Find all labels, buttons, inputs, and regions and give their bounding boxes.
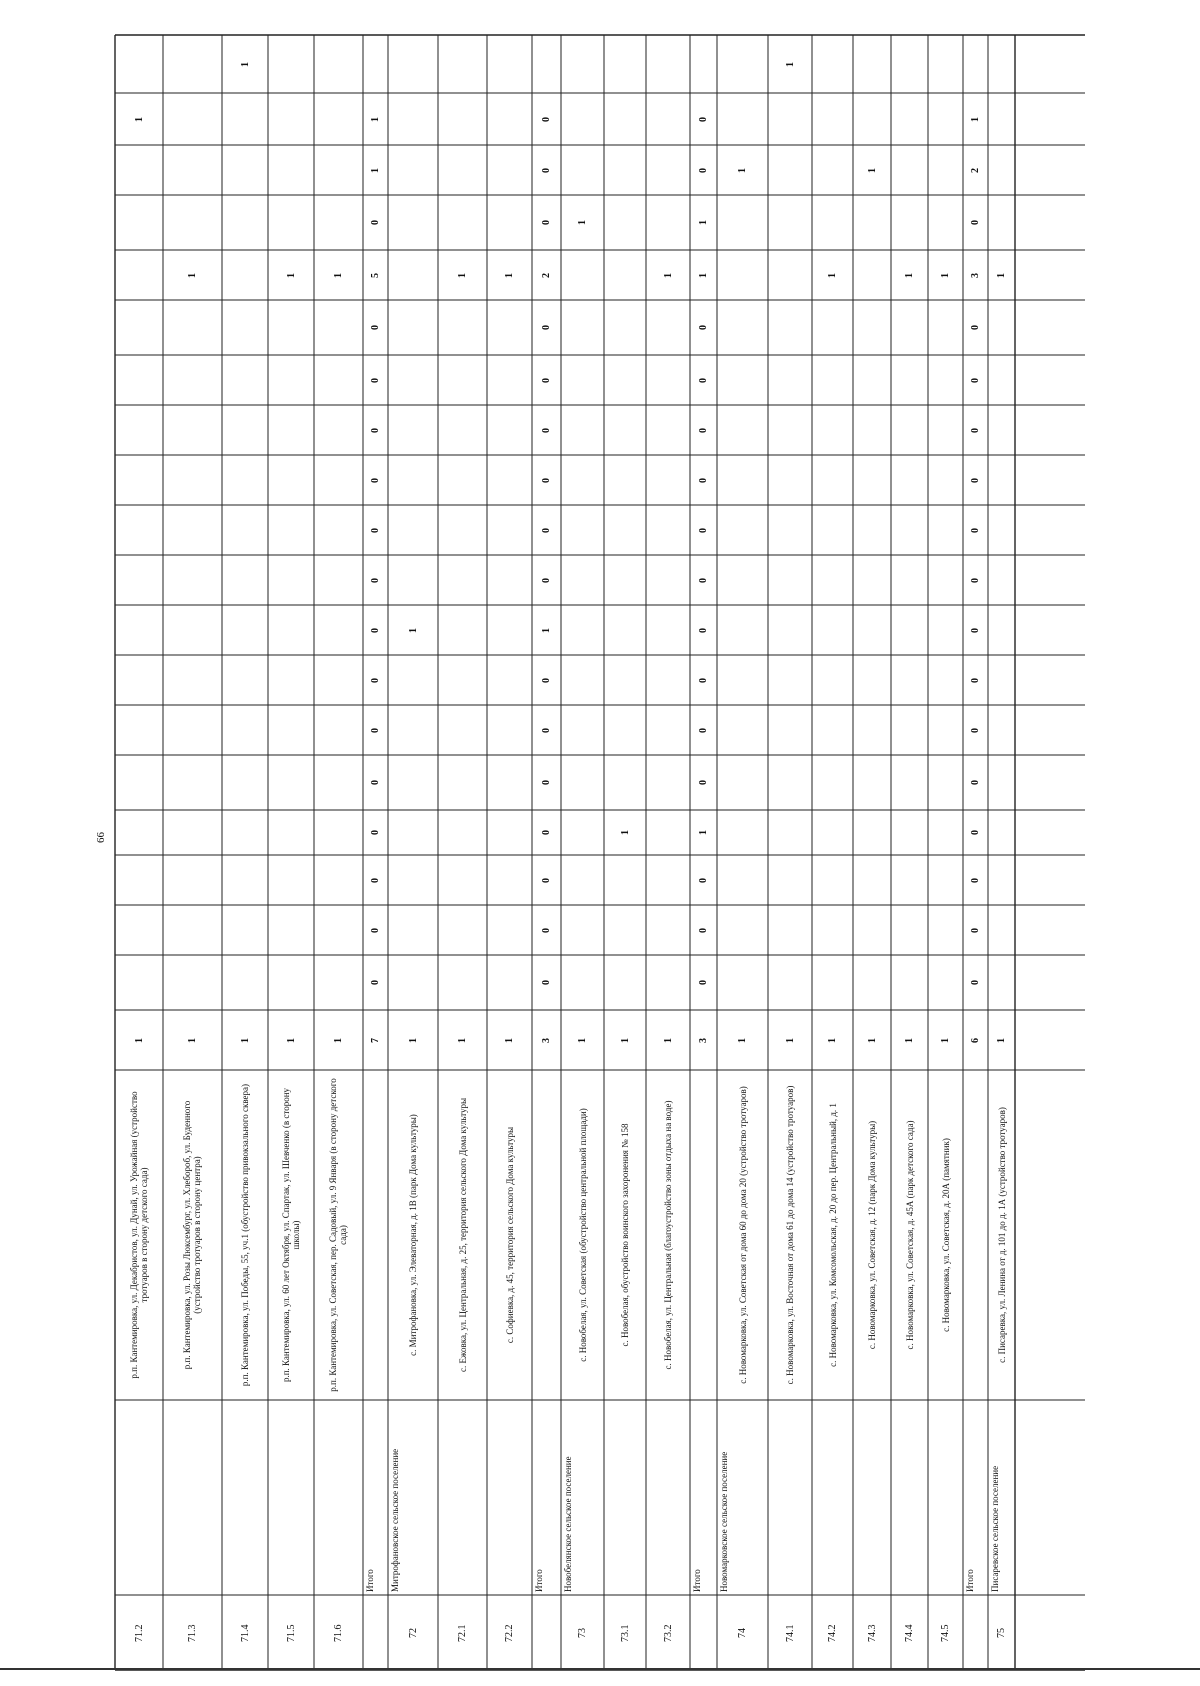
value-cell: 0: [541, 527, 552, 533]
value-cell: 1: [187, 272, 198, 278]
object-count: 1: [940, 1037, 951, 1043]
value-cell: 1: [784, 61, 796, 67]
value-cell: 0: [970, 527, 981, 533]
object-count: 1: [285, 1037, 297, 1043]
value-cell: 0: [541, 980, 552, 985]
value-cell: 1: [285, 272, 297, 278]
value-cell: 0: [970, 780, 981, 785]
value-cell: 0: [698, 325, 709, 330]
value-cell: 0: [698, 677, 709, 683]
total-label: Итого: [365, 1569, 375, 1592]
address-cell: с. Новомарковка, ул. Восточная от дома 61 до дома 14 (устройство тротуаров): [785, 1085, 795, 1385]
value-cell: 1: [370, 167, 381, 173]
value-cell: 0: [970, 727, 981, 733]
value-cell: 0: [698, 427, 709, 433]
value-cell: 0: [370, 527, 381, 533]
value-cell: 0: [541, 427, 552, 433]
object-count: 3: [541, 1037, 552, 1043]
value-cell: 1: [827, 272, 838, 278]
address-cell: с. Новомарковка, ул. Советская, д. 20А (памятник): [940, 1138, 951, 1332]
value-cell: 0: [370, 577, 381, 583]
row-code: 71.3: [187, 1624, 198, 1642]
value-cell: 0: [370, 830, 381, 835]
value-cell: 0: [970, 927, 981, 933]
value-cell: 0: [541, 877, 552, 883]
row-code: 74.3: [866, 1624, 878, 1642]
value-cell: 0: [970, 677, 981, 683]
value-cell: 0: [370, 677, 381, 683]
settlement-name: Митрофановское сельское поселение: [390, 1448, 400, 1592]
value-cell: 0: [541, 377, 552, 383]
row-code: 74.1: [784, 1624, 796, 1642]
value-cell: 1: [370, 116, 381, 122]
object-count: 1: [504, 1037, 515, 1043]
settlement-name: Писаревское сельское поселение: [990, 1465, 1000, 1592]
value-cell: 0: [698, 527, 709, 533]
value-cell: 1: [866, 167, 878, 173]
address-cell: с. Новобелая, ул. Центральная (благоустройство зоны отдыха на воде): [663, 1100, 673, 1370]
value-cell: 0: [698, 877, 709, 883]
object-count: 1: [577, 1037, 588, 1043]
address-cell: с. Новомарковка, ул. Комсомольская, д. 20 до пер. Центральный, д. 1: [827, 1103, 838, 1367]
value-cell: 1: [541, 627, 552, 633]
row-code: 71.6: [333, 1624, 344, 1642]
value-cell: 0: [970, 427, 981, 433]
value-cell: 3: [970, 272, 981, 278]
value-cell: 1: [698, 830, 709, 835]
row-code: 72.1: [457, 1624, 468, 1642]
value-cell: 0: [370, 877, 381, 883]
value-cell: 0: [370, 780, 381, 785]
value-cell: 0: [698, 377, 709, 383]
address-cell: р.п. Кантемировка, ул. Победы, 55, уч.1 (обустройство привокзального сквера): [240, 1083, 250, 1387]
page-number: 66: [95, 832, 107, 843]
value-cell: 1: [133, 116, 145, 122]
object-count: 7: [370, 1037, 381, 1043]
value-cell: 0: [541, 477, 552, 483]
row-code: 74.5: [940, 1624, 951, 1642]
value-cell: 1: [239, 61, 251, 67]
value-cell: 0: [970, 325, 981, 330]
value-cell: 0: [698, 780, 709, 785]
value-cell: 0: [698, 577, 709, 583]
value-cell: 0: [541, 577, 552, 583]
object-count: 1: [737, 1037, 748, 1043]
value-cell: 1: [904, 272, 915, 278]
value-cell: 1: [504, 272, 515, 278]
value-cell: 1: [407, 627, 419, 633]
value-cell: 0: [541, 677, 552, 683]
value-cell: 0: [541, 727, 552, 733]
value-cell: 1: [662, 272, 674, 278]
value-cell: 0: [970, 220, 981, 225]
value-cell: 1: [577, 220, 588, 225]
object-count: 1: [662, 1037, 674, 1043]
row-code: 74.4: [904, 1624, 915, 1642]
value-cell: 0: [370, 627, 381, 633]
value-cell: 0: [541, 116, 552, 122]
address-cell: с. Новомарковка, ул. Советская, д. 45А (парк детского сада): [904, 1120, 915, 1350]
value-cell: 0: [698, 116, 709, 122]
value-cell: 0: [370, 325, 381, 330]
value-cell: 0: [970, 627, 981, 633]
value-cell: 0: [370, 427, 381, 433]
total-label: Итого: [965, 1569, 975, 1592]
settlement-name: Новобелянское сельское поселение: [563, 1456, 573, 1592]
row-code: 75: [996, 1627, 1007, 1638]
value-cell: 0: [370, 727, 381, 733]
object-count: 1: [996, 1037, 1007, 1043]
value-cell: 0: [970, 477, 981, 483]
value-cell: 1: [333, 272, 344, 278]
address-cell: с. Новобелая, ул. Советская (обустройство центральной площади): [577, 1108, 588, 1362]
address-cell: с. Митрофановка, ул. Элеваторная, д. 1В (парк Дома культуры): [408, 1114, 418, 1356]
object-count: 1: [827, 1037, 838, 1043]
address-cell: р.п. Кантемировка, ул. Розы Люксембург, ул. Хлебороб, ул. Буденного (устройство тротуаров в сторону центра): [182, 1100, 203, 1370]
value-cell: 0: [541, 325, 552, 330]
object-count: 1: [133, 1037, 145, 1043]
address-cell: р.п. Кантемировка, ул. 60 лет Октября, ул. Спартак, ул. Шевченко (в сторону школы): [280, 1087, 301, 1383]
value-cell: 0: [370, 927, 381, 933]
value-cell: 1: [698, 220, 709, 225]
object-count: 1: [187, 1037, 198, 1043]
value-cell: 5: [370, 272, 381, 278]
value-cell: 0: [698, 627, 709, 633]
value-cell: 0: [370, 377, 381, 383]
value-cell: 0: [698, 477, 709, 483]
object-count: 1: [457, 1037, 468, 1043]
value-cell: 2: [541, 272, 552, 278]
total-label: Итого: [692, 1569, 702, 1592]
value-cell: 1: [970, 116, 981, 122]
address-cell: с. Писаревка, ул. Ленина от д. 101 до д. 1А (устройство тротуаров): [996, 1107, 1007, 1363]
value-cell: 0: [541, 167, 552, 173]
value-cell: 0: [541, 830, 552, 835]
object-count: 1: [619, 1037, 631, 1043]
settlement-name: Новомарковское сельское поселение: [719, 1451, 729, 1592]
bottom-rule: [0, 1668, 1200, 1670]
object-count: 6: [970, 1037, 981, 1043]
object-count: 1: [904, 1037, 915, 1043]
address-cell: с. Новобелая, обустройство воинского захоронения № 158: [620, 1123, 630, 1347]
row-code: 74.2: [827, 1624, 838, 1642]
value-cell: 1: [737, 167, 748, 173]
value-cell: 0: [698, 927, 709, 933]
address-cell: с. Софиевка, д. 45, территория сельского Дома культуры: [504, 1126, 515, 1344]
value-cell: 0: [970, 577, 981, 583]
object-count: 1: [866, 1037, 878, 1043]
value-cell: 0: [698, 167, 709, 173]
row-code: 71.4: [239, 1624, 251, 1642]
value-cell: 2: [970, 167, 981, 173]
value-cell: 0: [370, 980, 381, 985]
value-cell: 1: [619, 830, 631, 835]
row-code: 73.1: [619, 1624, 631, 1642]
value-cell: 0: [541, 780, 552, 785]
row-code: 72.2: [504, 1624, 515, 1642]
object-count: 1: [239, 1037, 251, 1043]
row-code: 73: [577, 1627, 588, 1638]
value-cell: 0: [970, 980, 981, 985]
object-count: 1: [407, 1037, 419, 1043]
address-cell: р.п. Кантемировка, ул. Декабристов, ул. Дунай, ул. Урожайная (устройство тротуаров в сторону детского сада): [128, 1091, 149, 1379]
address-cell: р.п. Кантемировка, ул. Советская, пер. Садовый, ул. 9 Января (в сторону детского сада): [328, 1078, 349, 1392]
value-cell: 0: [370, 220, 381, 225]
value-cell: 0: [541, 220, 552, 225]
row-code: 72: [407, 1627, 419, 1638]
address-cell: с. Новомарковка, ул. Советская, д. 12 (парк Дома культуры): [867, 1120, 877, 1350]
value-cell: 0: [541, 927, 552, 933]
total-label: Итого: [534, 1569, 544, 1592]
object-count: 3: [698, 1037, 709, 1043]
object-count: 1: [333, 1037, 344, 1043]
value-cell: 0: [970, 830, 981, 835]
row-code: 74: [737, 1627, 748, 1638]
value-cell: 0: [370, 477, 381, 483]
value-cell: 0: [970, 377, 981, 383]
value-cell: 0: [698, 980, 709, 985]
row-code: 73.2: [662, 1624, 674, 1642]
value-cell: 1: [996, 272, 1007, 278]
row-code: 71.5: [285, 1624, 297, 1642]
row-code: 71.2: [133, 1624, 145, 1642]
value-cell: 1: [698, 272, 709, 278]
value-cell: 0: [698, 727, 709, 733]
value-cell: 0: [970, 877, 981, 883]
address-cell: с. Ежовка, ул. Центральная, д. 25, территория сельского Дома культуры: [457, 1098, 468, 1373]
value-cell: 1: [457, 272, 468, 278]
object-count: 1: [784, 1037, 796, 1043]
value-cell: 1: [940, 272, 951, 278]
address-cell: с. Новомарковка, ул. Советская от дома 60 до дома 20 (устройство тротуаров): [737, 1086, 748, 1384]
